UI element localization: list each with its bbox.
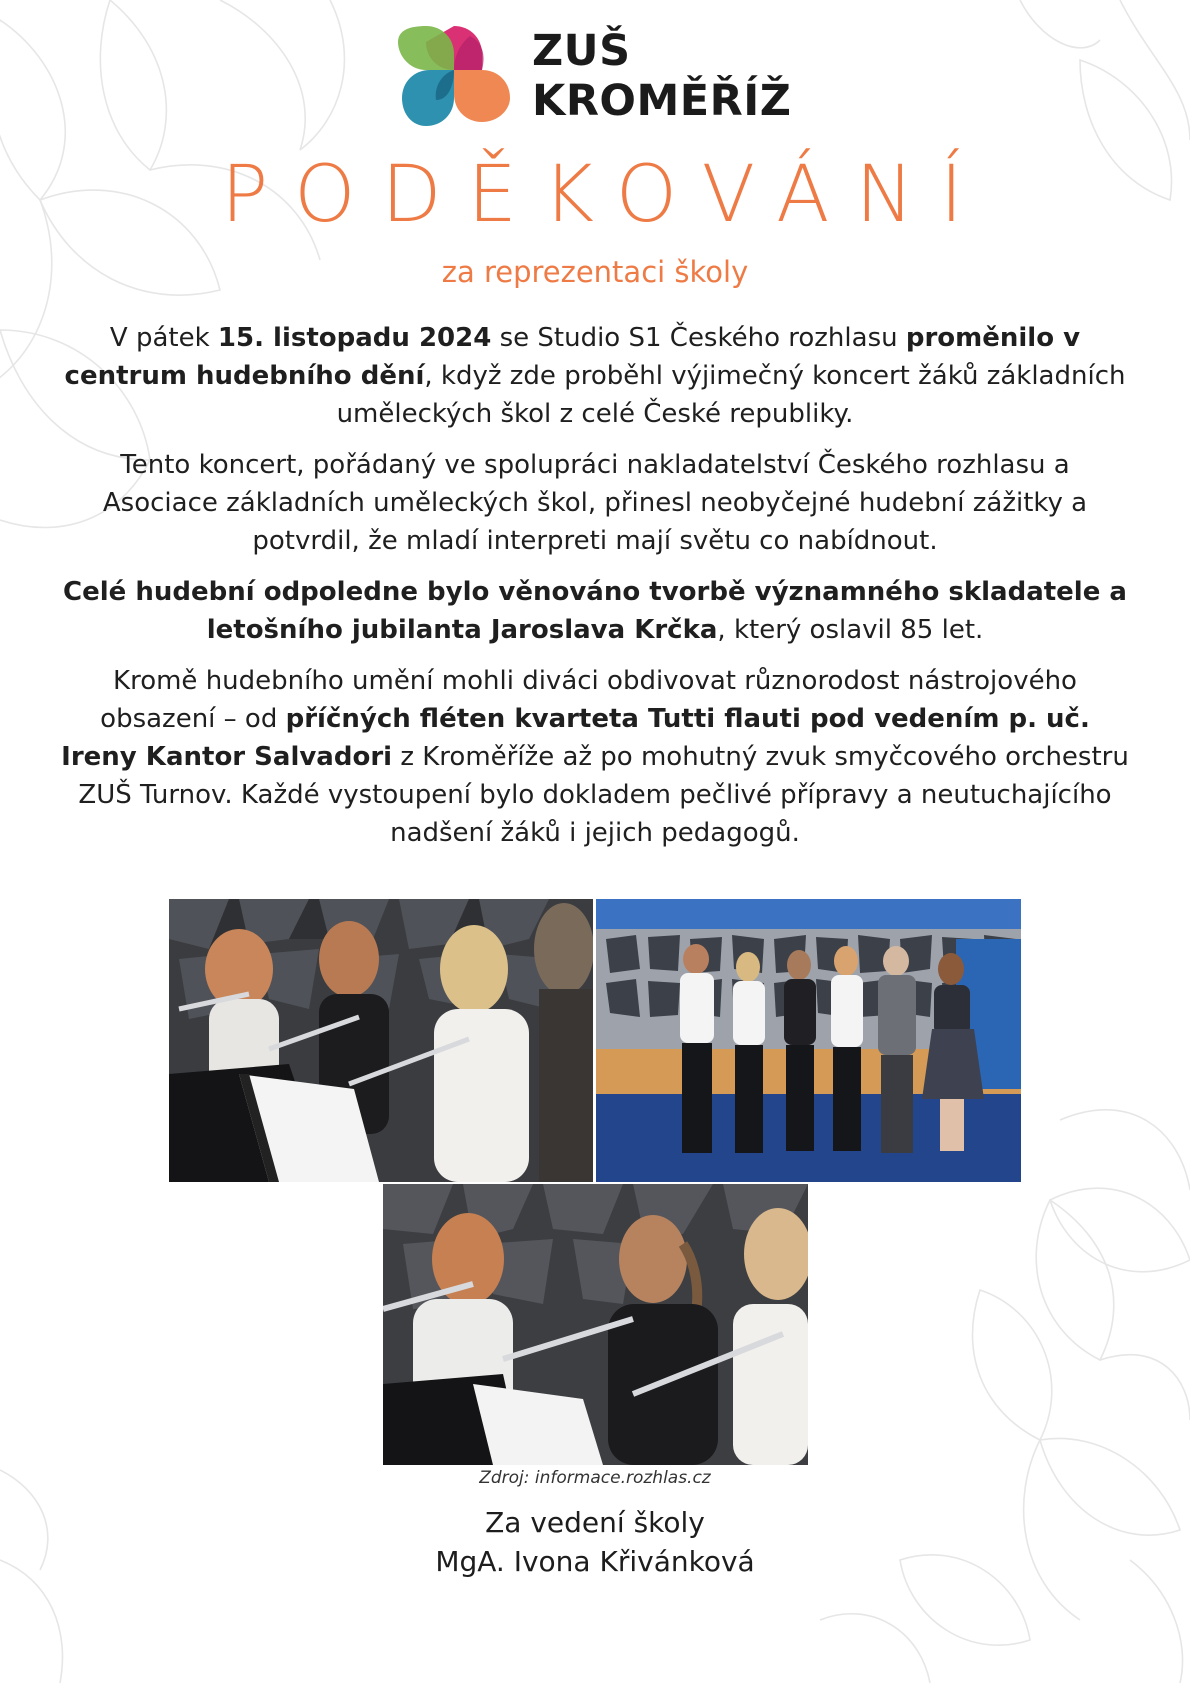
photo-flutists-closeup-image [383,1184,808,1465]
article-body [60,319,1130,865]
photo-flutists-performing [169,899,593,1182]
paragraph-3: Celé hudební odpoledne bylo věnováno tvorbě významného skladatele a letošního jubilanta Jaroslava Krčka, který oslavil 85 let. [63,577,1127,645]
page-title: PODĚKOVÁNÍ [221,150,989,240]
photo-flutists-closeup [383,1184,808,1465]
signature-block [0,1503,1190,1581]
paragraph-1: V pátek 15. listopadu 2024 se Studio S1 Českého rozhlasu proměnilo v centrum hudebního dění, když zde proběhl výjimečný koncert žáků základních uměleckých škol z celé České republiky. [64,323,1126,429]
paragraph-4: Kromě hudebního umění mohli diváci obdivovat různorodost nástrojového obsazení – od příčných fléten kvarteta Tutti flauti pod vedením p. uč. Ireny Kantor Salvadori z Kroměříže až po mohutný zvuk smyčcového orchestru ZUŠ Turnov. Každé vystoupení bylo dokladem pečlivé přípravy a neutuchajícího nadšení žáků i jejich pedagogů. [61,666,1129,848]
signature-line-2: MgA. Ivona Křivánková [435,1545,755,1578]
photo-flutists-performing-image [169,899,593,1182]
signature-line-1: Za vedení školy [485,1506,705,1539]
logo-line-zus: ZUŠ [532,26,631,76]
photo-group-on-stage-image [596,899,1021,1182]
logo-wordmark [532,26,791,126]
photo-source-caption: Zdroj: informace.rozhlas.cz [479,1468,711,1488]
logo-line-kromeriz: KROMĚŘÍŽ [532,76,792,126]
school-logo [398,14,798,126]
flower-logo-icon [398,14,510,126]
page-subtitle: za reprezentaci školy [441,255,749,289]
paragraph-2: Tento koncert, pořádaný ve spolupráci nakladatelství Českého rozhlasu a Asociace základních uměleckých škol, přinesl neobyčejné hudební zážitky a potvrdil, že mladí interpreti mají světu co nabídnout. [102,450,1088,556]
photo-group-on-stage [596,899,1021,1182]
